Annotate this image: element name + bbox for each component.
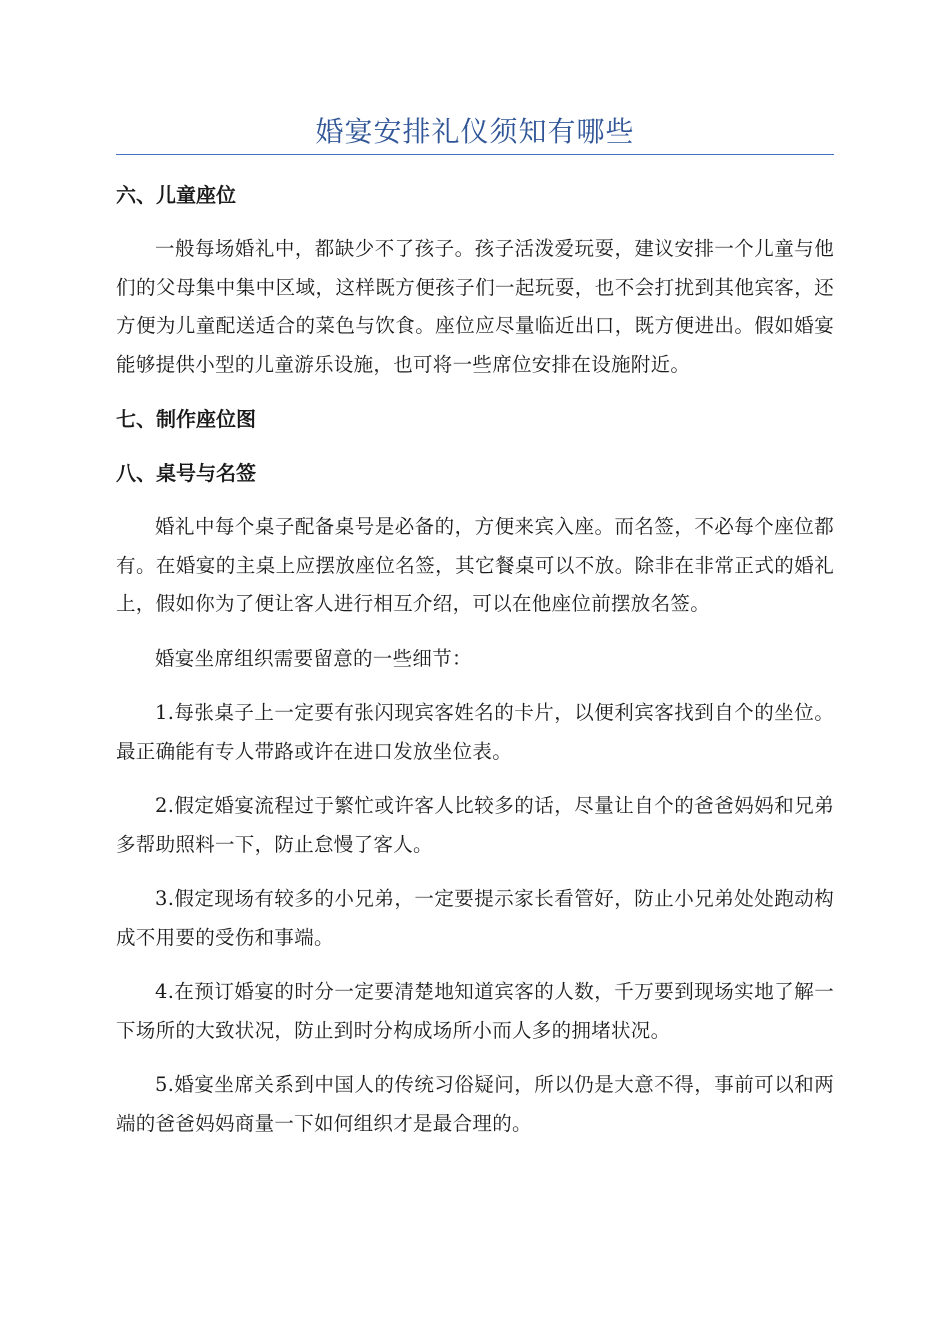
list-item-3: 3.假定现场有较多的小兄弟，一定要提示家长看管好，防止小兄弟处处跑动构成不用要的受伤和事端。 bbox=[116, 887, 834, 949]
list-item-2: 2.假定婚宴流程过于繁忙或许客人比较多的话，尽量让自个的爸爸妈妈和兄弟多帮助照料一下，防止怠慢了客人。 bbox=[116, 794, 834, 856]
paragraph-details-intro: 婚宴坐席组织需要留意的一些细节： bbox=[155, 646, 472, 670]
document-body bbox=[116, 176, 834, 1159]
paragraph-table-number: 婚礼中每个桌子配备桌号是必备的，方便来宾入座。而名签，不必每个座位都有。在婚宴的主桌上应摆放座位名签，其它餐桌可以不放。除非在非常正式的婚礼上，假如你为了便让客人进行相互介绍，可以在他座位前摆放名签。 bbox=[116, 515, 834, 615]
document-title: 婚宴安排礼仪须知有哪些 bbox=[315, 115, 635, 148]
list-item-1: 1.每张桌子上一定要有张闪现宾客姓名的卡片，以便利宾客找到自个的坐位。最正确能有专人带路或许在进口发放坐位表。 bbox=[116, 701, 834, 763]
list-item-5: 5.婚宴坐席关系到中国人的传统习俗疑问，所以仍是大意不得，事前可以和两端的爸爸妈妈商量一下如何组织才是最合理的。 bbox=[116, 1073, 834, 1135]
title-underline bbox=[116, 154, 834, 155]
section-heading-seating-chart: 七、制作座位图 bbox=[116, 407, 256, 431]
list-item-4: 4.在预订婚宴的时分一定要清楚地知道宾客的人数，千万要到现场实地了解一下场所的大致状况，防止到时分构成场所小而人多的拥堵状况。 bbox=[116, 980, 834, 1042]
paragraph-children-seating: 一般每场婚礼中，都缺少不了孩子。孩子活泼爱玩耍，建议安排一个儿童与他们的父母集中集中区域，这样既方便孩子们一起玩耍，也不会打扰到其他宾客，还方便为儿童配送适合的菜色与饮食。座位应尽量临近出口，既方便进出。假如婚宴能够提供小型的儿童游乐设施，也可将一些席位安排在设施附近。 bbox=[116, 237, 834, 376]
section-heading-table-number: 八、桌号与名签 bbox=[116, 461, 256, 485]
section-heading-children-seating: 六、儿童座位 bbox=[116, 183, 236, 207]
